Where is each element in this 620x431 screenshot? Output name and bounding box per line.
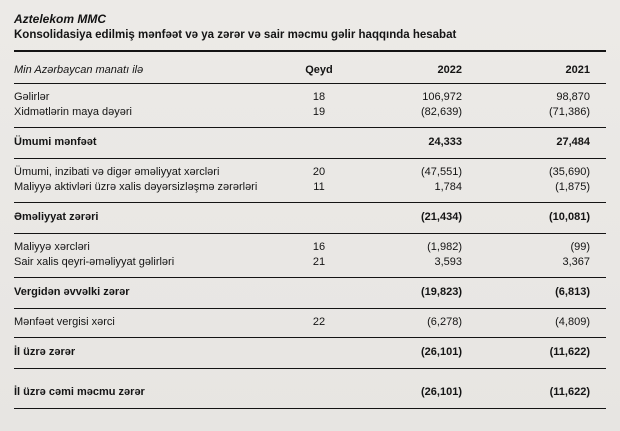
row-group-revenue <box>14 84 606 127</box>
row-label: İl üzrə zərər <box>14 346 76 358</box>
document-title: Konsolidasiya edilmiş mənfəət və ya zərər və sair məcmu gəlir haqqında hesabat <box>14 29 457 41</box>
row-value-2022: 3,593 <box>434 256 462 268</box>
row-label: Ümumi mənfəət <box>14 136 97 148</box>
row-value-2021: (4,809) <box>555 316 590 328</box>
row-label: Vergidən əvvəlki zərər <box>14 286 130 298</box>
row-value-2022: (26,101) <box>421 386 462 398</box>
row-note: 16 <box>312 241 326 253</box>
column-header-2021: 2021 <box>565 64 590 76</box>
row-value-2021: (71,386) <box>549 106 590 118</box>
row-value-2021: (11,622) <box>549 346 590 358</box>
row-label: Xidmətlərin maya dəyəri <box>14 106 132 118</box>
row-value-2022: (26,101) <box>421 346 462 358</box>
table-row <box>14 255 606 270</box>
column-header-note: Qeyd <box>305 64 333 76</box>
row-note: 21 <box>312 256 326 268</box>
row-value-2021: (10,081) <box>549 211 590 223</box>
table-row <box>14 165 606 180</box>
table-row <box>14 90 606 105</box>
row-label: İl üzrə cəmi məcmu zərər <box>14 386 145 398</box>
company-name: Aztelekom MMC <box>14 12 107 26</box>
document-header <box>14 12 606 52</box>
row-value-2021: (6,813) <box>555 286 590 298</box>
row-value-2021: (99) <box>570 241 590 253</box>
table-row <box>14 315 606 330</box>
row-value-2021: (11,622) <box>549 386 590 398</box>
row-note: 11 <box>313 181 325 193</box>
total-row-loss-for-year <box>14 337 606 369</box>
row-value-2021: (35,690) <box>549 166 590 178</box>
row-label: Mənfəət vergisi xərci <box>14 316 115 328</box>
row-label: Maliyyə aktivləri üzrə xalis dəyərsizləşmə zərərləri <box>14 181 258 193</box>
row-note: 22 <box>312 316 326 328</box>
row-value-2021: 3,367 <box>562 256 590 268</box>
table-row <box>14 240 606 255</box>
row-value-2021: 27,484 <box>556 136 590 148</box>
column-header-2022: 2022 <box>437 64 462 76</box>
row-label: Sair xalis qeyri-əməliyyat gəlirləri <box>14 256 175 268</box>
row-value-2022: (21,434) <box>421 211 462 223</box>
row-group-finance <box>14 234 606 277</box>
row-value-2022: 106,972 <box>422 91 462 103</box>
row-value-2022: 24,333 <box>428 136 462 148</box>
total-row-operating-loss <box>14 202 606 234</box>
table-header-row <box>14 52 606 84</box>
row-label: Ümumi, inzibati və digər əməliyyat xərcləri <box>14 166 220 178</box>
row-value-2021: (1,875) <box>555 181 590 193</box>
row-note: 19 <box>312 106 326 118</box>
row-note: 20 <box>312 166 326 178</box>
row-label: Maliyyə xərcləri <box>14 241 90 253</box>
row-value-2022: (82,639) <box>421 106 462 118</box>
row-label: Gəlirlər <box>14 91 50 103</box>
row-value-2022: (47,551) <box>421 166 462 178</box>
total-row-total-comprehensive-loss <box>14 378 606 409</box>
row-value-2022: (1,982) <box>427 241 462 253</box>
row-group-tax <box>14 309 606 337</box>
table-row <box>14 180 606 195</box>
row-value-2022: 1,784 <box>434 181 462 193</box>
column-header-currency: Min Azərbaycan manatı ilə <box>14 64 144 76</box>
row-label: Əməliyyat zərəri <box>14 211 99 223</box>
total-row-loss-before-tax <box>14 277 606 309</box>
row-group-operating <box>14 159 606 202</box>
row-value-2022: (19,823) <box>421 286 462 298</box>
row-note: 18 <box>312 91 326 103</box>
row-value-2021: 98,870 <box>556 91 590 103</box>
total-row-gross-profit <box>14 127 606 159</box>
row-value-2022: (6,278) <box>427 316 462 328</box>
table-row <box>14 105 606 120</box>
